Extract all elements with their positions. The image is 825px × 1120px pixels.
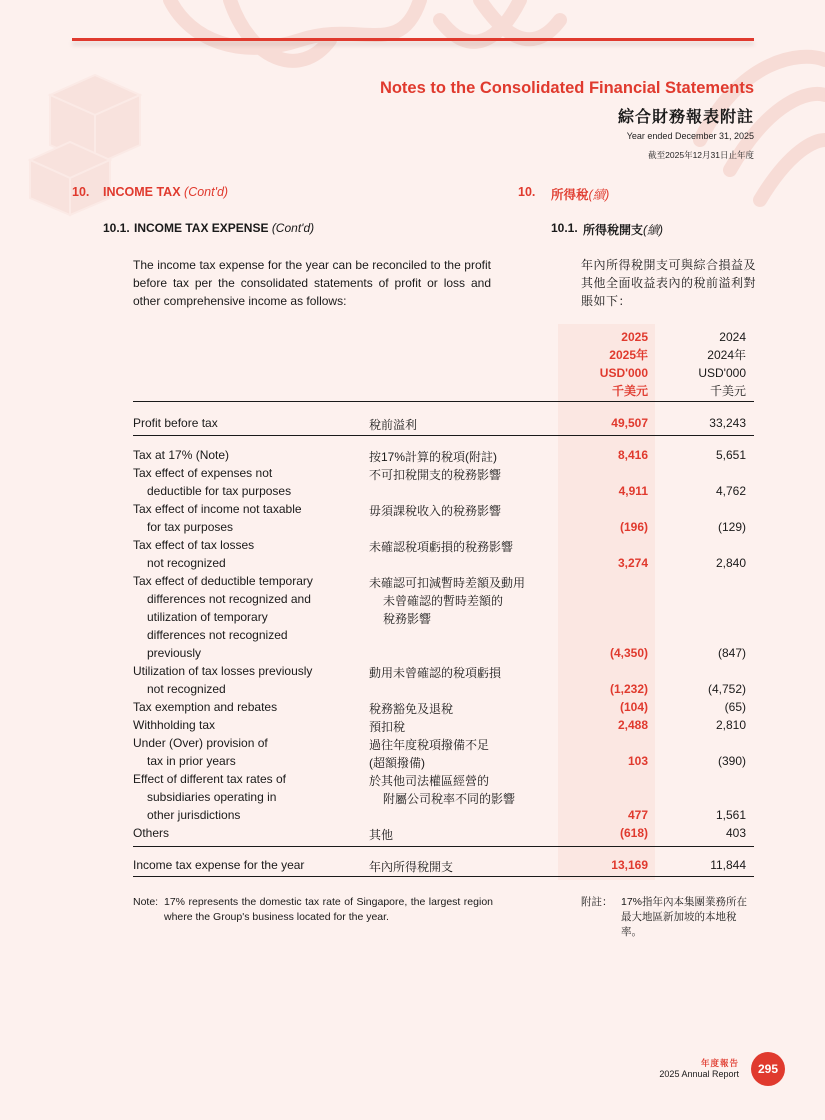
- note-label-en: Note:: [133, 896, 159, 908]
- value-2024: 5,651: [715, 448, 746, 462]
- value-2024: 2,840: [715, 556, 746, 570]
- row-label-en: Profit before tax: [133, 416, 218, 430]
- row-label-en: Others: [133, 826, 170, 840]
- value-2025: (196): [619, 520, 648, 534]
- row-label-zh: 稅前溢利: [369, 418, 418, 432]
- note-label-zh: 附註：: [581, 896, 613, 908]
- section-title-en: INCOME TAX (Cont'd): [103, 185, 229, 199]
- subsection-title-en: INCOME TAX EXPENSE (Cont'd): [134, 221, 315, 235]
- row-label-zh: 過往年度稅項撥備不足: [369, 738, 490, 752]
- note-en: [133, 895, 493, 925]
- value-2024: 2,810: [715, 718, 746, 732]
- value-2024: (847): [717, 646, 746, 660]
- table-rule: [133, 435, 754, 436]
- intro-text-zh: 年內所得稅開支可與綜合損益及其他全面收益表內的稅前溢利對賬如下：: [581, 258, 757, 308]
- row-label-zh: 附屬公司稅率不同的影響: [383, 792, 516, 806]
- row-label-zh: 於其他司法權區經營的: [369, 774, 490, 788]
- row-label-en: other jurisdictions: [147, 808, 241, 822]
- value-2025: (104): [619, 700, 648, 714]
- row-label-en: Tax exemption and rebates: [133, 700, 278, 714]
- section-title-zh: 所得稅(續): [551, 188, 610, 202]
- row-label-en: differences not recognized and: [147, 592, 311, 606]
- row-label-zh: 毋須課稅收入的稅務影響: [369, 504, 502, 518]
- row-label-zh: 稅務影響: [383, 612, 432, 626]
- value-2025: (618): [619, 826, 648, 840]
- row-label-en: Tax effect of tax losses: [133, 538, 255, 552]
- current-year-highlight: [558, 324, 655, 880]
- row-label-zh: 未確認可扣減暫時差額及動用: [369, 576, 526, 590]
- row-label-zh: 未確認稅項虧損的稅務影響: [369, 540, 514, 554]
- subsection-title-zh: 所得稅開支(續): [583, 223, 664, 237]
- page-number-badge: 295: [751, 1052, 785, 1086]
- value-2024: 33,243: [709, 416, 746, 430]
- year-ended-en: Year ended December 31, 2025: [626, 131, 754, 141]
- value-2024: 403: [725, 826, 746, 840]
- value-2025: (1,232): [609, 682, 648, 696]
- intro-text-en: The income tax expense for the year can be reconciled to the profit before tax per the consolidated statements of profit or loss and other comprehensive income as follows:: [133, 258, 491, 308]
- row-label-zh: 稅務豁免及退稅: [369, 702, 454, 716]
- column-header-2025: 2025 2025年 USD'000 千美元: [599, 330, 648, 398]
- row-label-zh: 未曾確認的暫時差額的: [383, 594, 504, 608]
- header-rule: [72, 38, 754, 41]
- table-rule-bottom: [133, 876, 754, 877]
- subsection-number-en: 10.1.: [103, 221, 130, 235]
- row-label-en: subsidiaries operating in: [147, 790, 277, 804]
- row-label-en: Tax effect of income not taxable: [133, 502, 302, 516]
- row-label-zh: 不可扣稅開支的稅務影響: [369, 468, 502, 482]
- value-2025: 4,911: [618, 484, 648, 498]
- table-rule: [133, 846, 754, 847]
- note-text-en: 17% represents the domestic tax rate of Singapore, the largest region where the Group's business located for the year.: [164, 896, 493, 923]
- row-label-zh: (超額撥備): [369, 756, 425, 770]
- value-2025: 2,488: [617, 718, 648, 732]
- row-label-en: Utilization of tax losses previously: [133, 664, 313, 678]
- row-label-zh: 其他: [369, 828, 394, 842]
- page-title-en: Notes to the Consolidated Financial Statements: [379, 79, 754, 97]
- value-2024: (129): [717, 520, 746, 534]
- subsection-number-zh: 10.1.: [551, 221, 578, 235]
- row-label-zh: 年內所得稅開支: [369, 860, 454, 874]
- value-2025: 477: [627, 808, 648, 822]
- value-2025: 13,169: [611, 858, 648, 872]
- row-label-en: Income tax expense for the year: [133, 858, 305, 872]
- table-rule-top: [133, 401, 754, 402]
- row-label-en: not recognized: [147, 682, 226, 696]
- row-label-zh: 預扣稅: [369, 720, 406, 734]
- note-text-zh: 17%指年內本集團業務所在最大地區新加坡的本地稅率。: [621, 896, 748, 938]
- footer-report-zh: 年度報告: [700, 1058, 739, 1068]
- value-2024: 11,844: [710, 858, 746, 872]
- row-label-en: deductible for tax purposes: [147, 484, 292, 498]
- value-2024: (390): [717, 754, 746, 768]
- section-number-en: 10.: [72, 185, 90, 199]
- value-2025: 3,274: [617, 556, 648, 570]
- row-label-en: Tax effect of expenses not: [133, 466, 273, 480]
- row-label-en: not recognized: [147, 556, 226, 570]
- row-label-en: Effect of different tax rates of: [133, 772, 286, 786]
- value-2025: 49,507: [611, 416, 648, 430]
- row-label-en: Under (Over) provision of: [133, 736, 268, 750]
- value-2024: (4,752): [707, 682, 746, 696]
- row-label-en: differences not recognized: [147, 628, 288, 642]
- year-ended-zh: 截至2025年12月31日止年度: [648, 150, 754, 160]
- value-2024: (65): [724, 700, 746, 714]
- row-label-en: tax in prior years: [147, 754, 236, 768]
- row-label-en: utilization of temporary: [147, 610, 268, 624]
- footer-report-en: 2025 Annual Report: [659, 1069, 739, 1079]
- value-2025: 103: [627, 754, 648, 768]
- value-2025: 8,416: [617, 448, 648, 462]
- note-zh: [581, 895, 756, 940]
- page-title-zh: 綜合財務報表附註: [617, 109, 754, 126]
- section-number-zh: 10.: [518, 185, 536, 199]
- row-label-en: previously: [147, 646, 202, 660]
- row-label-en: Tax at 17% (Note): [133, 448, 230, 462]
- row-label-en: Tax effect of deductible temporary: [133, 574, 313, 588]
- row-label-en: Withholding tax: [133, 718, 216, 732]
- value-2024: 1,561: [715, 808, 746, 822]
- value-2024: 4,762: [715, 484, 746, 498]
- row-label-zh: 按17%計算的稅項(附註): [369, 450, 498, 464]
- column-header-2024: 2024 2024年 USD'000 千美元: [698, 330, 746, 398]
- row-label-zh: 動用未曾確認的稅項虧損: [369, 666, 502, 680]
- row-label-en: for tax purposes: [147, 520, 234, 534]
- value-2025: (4,350): [609, 646, 648, 660]
